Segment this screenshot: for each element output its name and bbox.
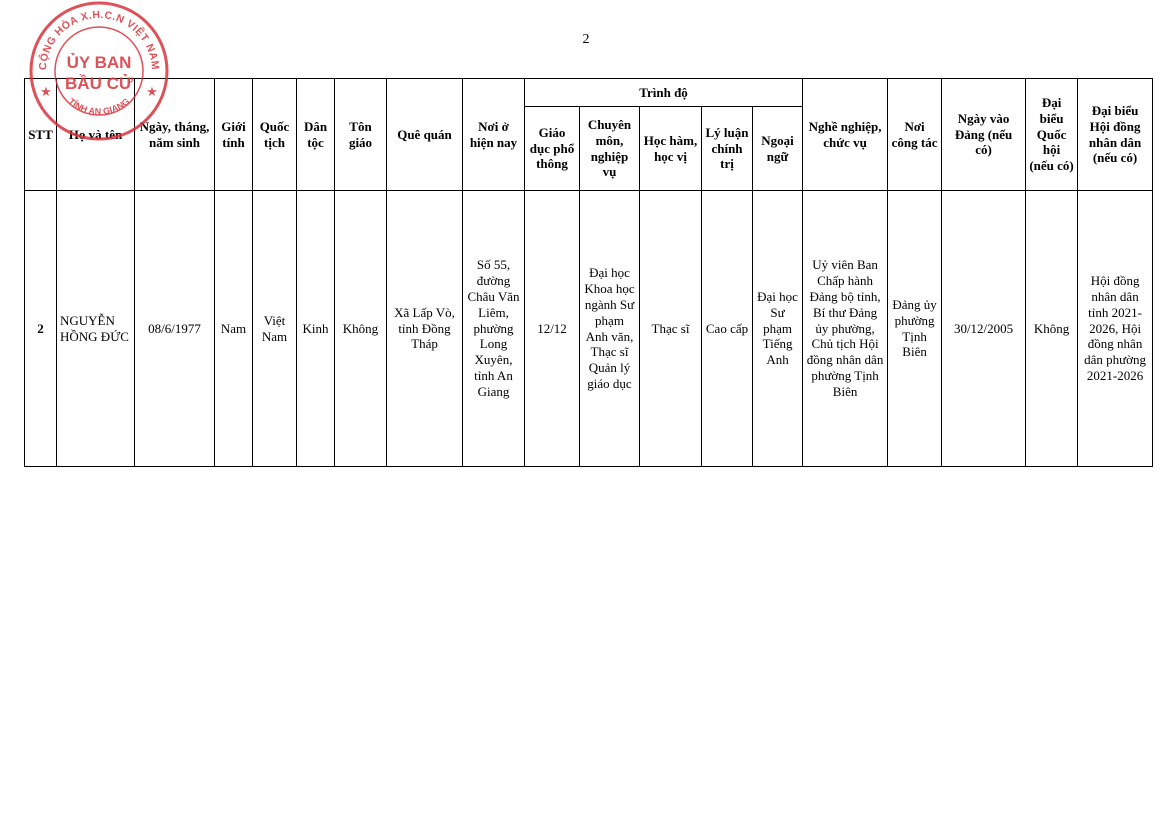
cell-ethnicity: Kinh bbox=[297, 191, 335, 467]
cell-gender: Nam bbox=[215, 191, 253, 467]
header-party-date: Ngày vào Đảng (nếu có) bbox=[942, 79, 1026, 191]
svg-text:CỘNG HÒA X.H.C.N VIỆT NAM: CỘNG HÒA X.H.C.N VIỆT NAM bbox=[36, 8, 162, 71]
cell-political-theory: Cao cấp bbox=[702, 191, 753, 467]
header-residence: Nơi ở hiện nay bbox=[463, 79, 525, 191]
header-name: Họ và tên bbox=[57, 79, 135, 191]
header-stt: STT bbox=[25, 79, 57, 191]
header-council-delegate: Đại biểu Hội đồng nhân dân (nếu có) bbox=[1078, 79, 1153, 191]
cell-workplace: Đảng ủy phường Tịnh Biên bbox=[888, 191, 942, 467]
header-professional: Chuyên môn, nghiệp vụ bbox=[580, 107, 640, 191]
cell-occupation: Uỷ viên Ban Chấp hành Đảng bộ tỉnh, Bí thư Đảng ủy phường, Chủ tịch Hội đồng nhân dân phường Tịnh Biên bbox=[803, 191, 888, 467]
svg-text:★: ★ bbox=[40, 84, 52, 99]
table-row bbox=[25, 191, 1153, 467]
cell-stt: 2 bbox=[25, 191, 57, 467]
header-nationality: Quốc tịch bbox=[253, 79, 297, 191]
header-education-group: Trình độ bbox=[525, 79, 803, 107]
header-religion: Tôn giáo bbox=[335, 79, 387, 191]
page-number: 2 bbox=[582, 32, 590, 47]
candidate-table bbox=[24, 78, 1153, 467]
cell-residence: Số 55, đường Châu Văn Liêm, phường Long Xuyên, tỉnh An Giang bbox=[463, 191, 525, 467]
cell-council-delegate: Hội đồng nhân dân tỉnh 2021-2026, Hội đồng nhân dân phường 2021-2026 bbox=[1078, 191, 1153, 467]
svg-text:BẦU CỬ: BẦU CỬ bbox=[65, 74, 133, 93]
cell-hometown: Xã Lấp Vò, tỉnh Đồng Tháp bbox=[387, 191, 463, 467]
header-workplace: Nơi công tác bbox=[888, 79, 942, 191]
header-ethnicity: Dân tộc bbox=[297, 79, 335, 191]
header-gender: Giới tính bbox=[215, 79, 253, 191]
header-general-education: Giáo dục phổ thông bbox=[525, 107, 580, 191]
header-na-delegate: Đại biểu Quốc hội (nếu có) bbox=[1026, 79, 1078, 191]
svg-text:TỈNH AN GIANG: TỈNH AN GIANG bbox=[66, 96, 132, 117]
cell-academic-title: Thạc sĩ bbox=[640, 191, 702, 467]
cell-party-date: 30/12/2005 bbox=[942, 191, 1026, 467]
cell-general-education: 12/12 bbox=[525, 191, 580, 467]
cell-dob: 08/6/1977 bbox=[135, 191, 215, 467]
cell-professional: Đại học Khoa học ngành Sư phạm Anh văn, Thạc sĩ Quản lý giáo dục bbox=[580, 191, 640, 467]
cell-foreign-language: Đại học Sư phạm Tiếng Anh bbox=[753, 191, 803, 467]
cell-religion: Không bbox=[335, 191, 387, 467]
svg-text:ỦY BAN: ỦY BAN bbox=[66, 53, 132, 72]
cell-na-delegate: Không bbox=[1026, 191, 1078, 467]
cell-nationality: Việt Nam bbox=[253, 191, 297, 467]
svg-text:★: ★ bbox=[146, 84, 158, 99]
header-foreign-language: Ngoại ngữ bbox=[753, 107, 803, 191]
header-dob: Ngày, tháng, năm sinh bbox=[135, 79, 215, 191]
cell-name: NGUYỄN HỒNG ĐỨC bbox=[57, 191, 135, 467]
header-hometown: Quê quán bbox=[387, 79, 463, 191]
header-academic-title: Học hàm, học vị bbox=[640, 107, 702, 191]
header-political-theory: Lý luận chính trị bbox=[702, 107, 753, 191]
header-occupation: Nghề nghiệp, chức vụ bbox=[803, 79, 888, 191]
